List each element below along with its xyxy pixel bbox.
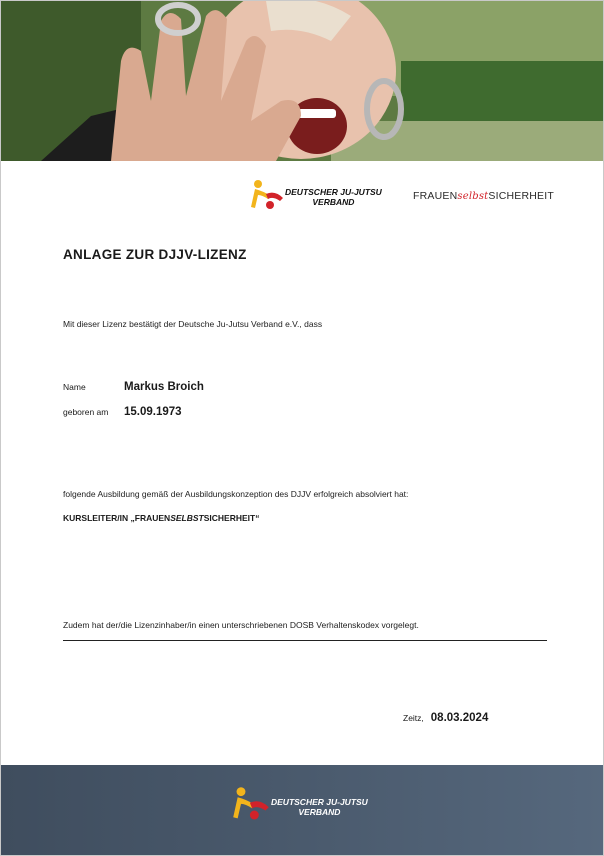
place-date bbox=[403, 708, 488, 726]
djjv-line-2: VERBAND bbox=[312, 197, 355, 207]
course-mid: SELBST bbox=[170, 513, 204, 523]
dob-label: geboren am bbox=[63, 407, 109, 417]
course-suffix: SICHERHEIT“ bbox=[203, 513, 260, 523]
name-label: Name bbox=[63, 382, 86, 392]
divider-line bbox=[63, 640, 547, 641]
course-prefix: KURSLEITER/IN „FRAUEN bbox=[63, 513, 171, 523]
frauen-selbst-sicherheit-logo bbox=[413, 190, 554, 202]
issue-date: 08.03.2024 bbox=[430, 712, 489, 724]
djjv-wordmark bbox=[285, 187, 382, 207]
name-value: Markus Broich bbox=[124, 381, 204, 393]
footer-djjv-line-1: DEUTSCHER JU-JUTSU bbox=[271, 797, 368, 807]
logo-row bbox=[1, 176, 604, 216]
kodex-text: Zudem hat der/die Lizenzinhaber/in einen unterschriebenen DOSB Verhaltenskodex vorgelegt. bbox=[63, 620, 419, 630]
fss-part-2: selbst bbox=[457, 191, 489, 202]
name-row bbox=[63, 377, 204, 395]
footer-djjv-line-2: VERBAND bbox=[298, 807, 341, 817]
footer-band bbox=[1, 765, 604, 856]
page-title: ANLAGE ZUR DJJV-LIZENZ bbox=[63, 247, 247, 262]
djjv-line-1: DEUTSCHER JU-JUTSU bbox=[285, 187, 382, 197]
intro-text: Mit dieser Lizenz bestätigt der Deutsche Ju-Jutsu Verband e.V., dass bbox=[63, 319, 323, 329]
photo-illustration bbox=[1, 1, 604, 161]
fss-part-1: FRAUEN bbox=[413, 190, 458, 202]
djjv-figure-icon bbox=[249, 178, 285, 214]
footer-djjv-wordmark bbox=[271, 797, 368, 817]
header-photo bbox=[1, 1, 604, 161]
dob-value: 15.09.1973 bbox=[124, 406, 182, 418]
dob-row bbox=[63, 402, 182, 420]
footer-djjv-figure-icon bbox=[231, 785, 271, 825]
course-title bbox=[63, 513, 259, 523]
place-label: Zeitz, bbox=[403, 713, 424, 723]
fss-part-3: SICHERHEIT bbox=[488, 190, 554, 202]
training-intro-text: folgende Ausbildung gemäß der Ausbildungskonzeption des DJJV erfolgreich absolviert hat: bbox=[63, 489, 409, 499]
